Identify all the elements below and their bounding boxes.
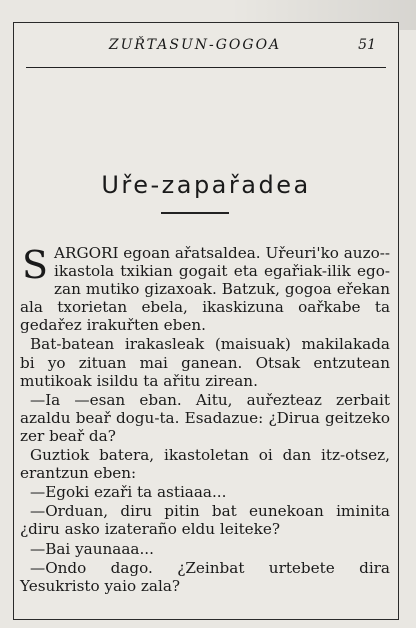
paragraph-4: Guztiok batera, ikastoletan oi dan itz-otsez, erantzun eben: [20, 446, 390, 483]
lead-word: ARGORI [54, 244, 119, 262]
paragraph-1 [20, 244, 390, 334]
body-text [20, 244, 390, 596]
header-rule [26, 67, 386, 68]
chapter-title: Uře-zapařadea [101, 171, 311, 199]
page-frame [13, 22, 399, 620]
paragraph-6: —Orduan, diru pitin bat eunekoan iminita ¿diru asko izateraño eldu leiteke? [20, 502, 390, 539]
drop-cap: S [22, 243, 49, 287]
page-number: 51 [358, 37, 376, 53]
paragraph-1-text: egoan ařatsaldea. Uřeuri'ko auzo--ikastola txikian gogait eta egařiak-ilik ego-zan mutiko gizaxoak. Batzuk, gogoa eřekan ala txorietan ebela, ikaskizuna oařkabe ta gedařez irakuřten eben. [20, 244, 390, 335]
running-title: ZUŘTASUN-GOGOA [108, 37, 282, 53]
paragraph-5: —Egoki ezaři ta astiaaa... [30, 483, 227, 502]
paragraph-2: Bat-batean irakasleak (maisuak) makilakada bi yo zituan mai ganean. Otsak entzutean mutikoak isildu ta ařitu zirean. [20, 335, 390, 390]
paragraph-8: —Ondo dago. ¿Zeinbat urtebete dira Yesukristo yaio zala? [20, 558, 390, 595]
title-rule [161, 212, 229, 214]
running-head [14, 37, 398, 61]
paragraph-3: —Ia —esan eban. Aitu, auřezteaz zerbait azaldu beař dogu-ta. Esadazue: ¿Dirua geitzeko zer beař da? [20, 390, 390, 445]
paragraph-7: —Bai yaunaaa... [30, 539, 154, 558]
